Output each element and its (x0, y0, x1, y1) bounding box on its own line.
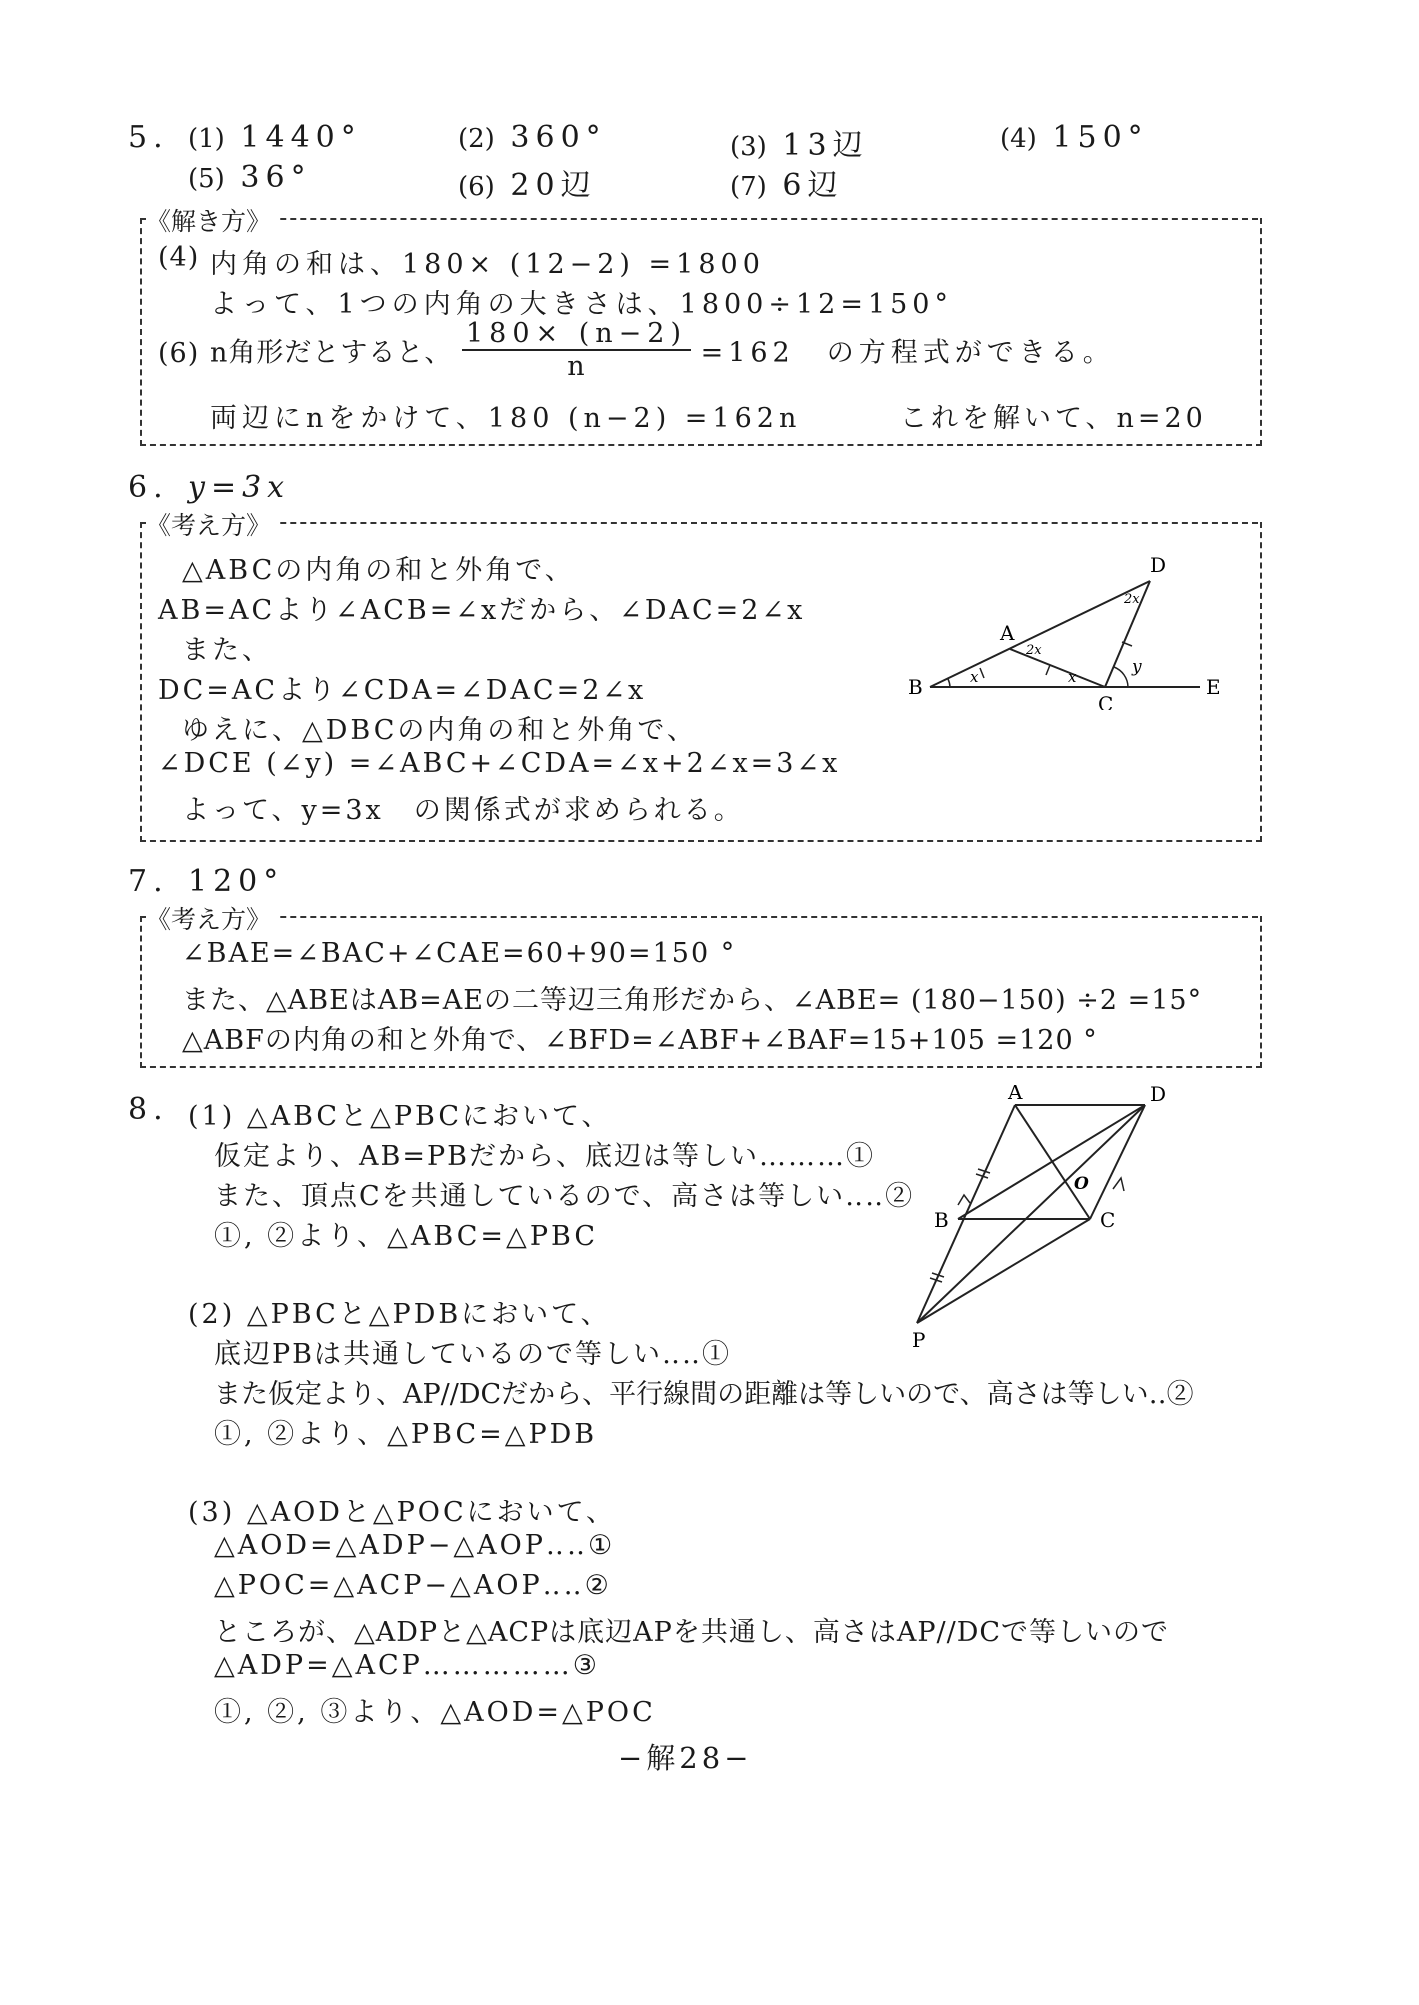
q8-p2-line-1: (2) △PBCと△PDBにおいて、 (188, 1299, 611, 1330)
label-b: B (908, 675, 923, 699)
label-c: C (1100, 1208, 1116, 1232)
label-p: P (912, 1328, 926, 1352)
angle-arc-y (1114, 667, 1128, 687)
q6-triangle-figure (900, 550, 1230, 710)
q5-line-6-label: (6) (158, 338, 200, 369)
q7-answer: 120° (188, 864, 285, 899)
label-2x-at-d: 2x (1124, 592, 1140, 607)
q5-line-6c: これを解いて、n=20 (900, 403, 1207, 434)
q7-line-1: ∠BAE=∠BAC+∠CAE=60+90=150 ° (182, 938, 737, 969)
q8-p1-line-2: 仮定より、AB=PBだから、底辺は等しい………① (214, 1141, 875, 1172)
label-a: A (1000, 621, 1015, 645)
q6-line-5: ゆえに、△DBCの内角の和と外角で、 (182, 715, 697, 746)
q5-line-4a: 内角の和は、180× (12−2) =1800 (210, 249, 765, 280)
q6-line-1: △ABCの内角の和と外角で、 (182, 555, 575, 586)
q6-line-7: よって、y=3x の関係式が求められる。 (182, 795, 744, 826)
q6-line-2: AB=ACより∠ACB=∠xだから、∠DAC=2∠x (158, 595, 806, 626)
q8-parallelogram-figure (900, 1085, 1170, 1355)
parallel-arrow-ap (958, 1195, 970, 1205)
q8-p3-line-1: (3) △AODと△POCにおいて、 (188, 1497, 617, 1528)
label-x-at-b: x (970, 668, 979, 686)
q8-p1-line-1: (1) △ABCと△PBCにおいて、 (188, 1101, 612, 1132)
q8-p1-line-4: ①, ②より、△ABC=△PBC (214, 1221, 598, 1252)
q8-p2-line-4: ①, ②より、△PBC=△PDB (214, 1419, 598, 1450)
label-c: C (1098, 692, 1114, 710)
q5-line-6b: 両辺にnをかけて、180 (n−2) =162n (210, 403, 802, 434)
page-number: −解28− (618, 1741, 753, 1775)
q5-answer-1: (1) 1440° (188, 120, 362, 155)
q6-number: 6. (128, 470, 169, 505)
label-o: O (1074, 1174, 1089, 1194)
q8-p3-line-6: ①, ②, ③より、△AOD=△POC (214, 1697, 656, 1728)
q6-line-3: また、 (182, 635, 272, 666)
angle-arc-b (948, 679, 950, 687)
q5-answer-7: (7) 6辺 (730, 168, 844, 203)
q8-p2-line-3: また仮定より、AP//DCだから、平行線間の距離は等しいので、高さは等しい‥② (214, 1379, 1194, 1410)
q6-line-4: DC=ACより∠CDA=∠DAC=2∠x (158, 675, 647, 706)
q5-line-4b: よって、1つの内角の大きさは、1800÷12=150° (210, 289, 953, 320)
q5-answer-4: (4) 150° (1000, 120, 1149, 155)
q8-p3-line-3: △POC=△ACP−△AOP‥‥② (214, 1570, 612, 1601)
q7-box-title: 《考え方》 (146, 900, 277, 936)
q6-line-6: ∠DCE (∠y) =∠ABC+∠CDA=∠x+2∠x=3∠x (158, 748, 841, 779)
q8-p1-line-3: また、頂点Cを共通しているので、高さは等しい‥‥② (214, 1181, 915, 1212)
q8-number: 8. (128, 1092, 169, 1127)
q5-number: 5. (128, 120, 169, 155)
label-a: A (1008, 1085, 1023, 1104)
line-ac (1010, 649, 1105, 687)
q8-p3-line-2: △AOD=△ADP−△AOP‥‥① (214, 1530, 616, 1561)
q8-p3-line-5: △ADP=△ACP……………③ (214, 1650, 600, 1681)
q5-line-6-equation: n角形だとすると、 $\frac{180\times (n-2)}{n}$ =162 の方程式ができる。 (210, 318, 1115, 382)
q8-p3-line-4: ところが、△ADPと△ACPは底辺APを共通し、高さはAP//DCで等しいので (214, 1617, 1169, 1648)
label-d: D (1150, 553, 1167, 577)
q5-answer-5: (5) 36° (188, 160, 312, 195)
label-x-at-c: x (1068, 668, 1077, 686)
q5-answer-2: (2) 360° (458, 120, 607, 155)
label-y: y (1132, 657, 1142, 677)
tick-ac (1046, 665, 1050, 675)
parallel-arrow-dc (1113, 1178, 1124, 1191)
q6-box-title: 《考え方》 (146, 506, 277, 542)
label-e: E (1206, 675, 1221, 699)
line-bd (930, 581, 1150, 687)
line-pc (917, 1219, 1090, 1323)
q5-answer-6: (6) 20辺 (458, 168, 597, 203)
q5-box-title: 《解き方》 (146, 202, 277, 238)
fraction: $\frac{180\times (n-2)}{n}$ (462, 318, 691, 382)
q5-answer-3: (3) 13辺 (730, 128, 869, 163)
q7-line-3: △ABFの内角の和と外角で、∠BFD=∠ABF+∠BAF=15+105 =120 ° (182, 1025, 1098, 1056)
label-b: B (934, 1208, 949, 1232)
q8-p2-line-2: 底辺PBは共通しているので等しい‥‥① (214, 1339, 732, 1370)
q7-line-2: また、△ABEはAB=AEの二等辺三角形だから、∠ABE= (180−150) ÷2 =15° (182, 985, 1203, 1016)
q5-line-4-label: (4) (158, 242, 200, 273)
label-2x-at-a: 2x (1026, 643, 1042, 658)
q6-answer: y=3x (188, 470, 291, 505)
q7-number: 7. (128, 864, 169, 899)
label-d: D (1150, 1085, 1167, 1106)
tick-ab (980, 668, 984, 678)
